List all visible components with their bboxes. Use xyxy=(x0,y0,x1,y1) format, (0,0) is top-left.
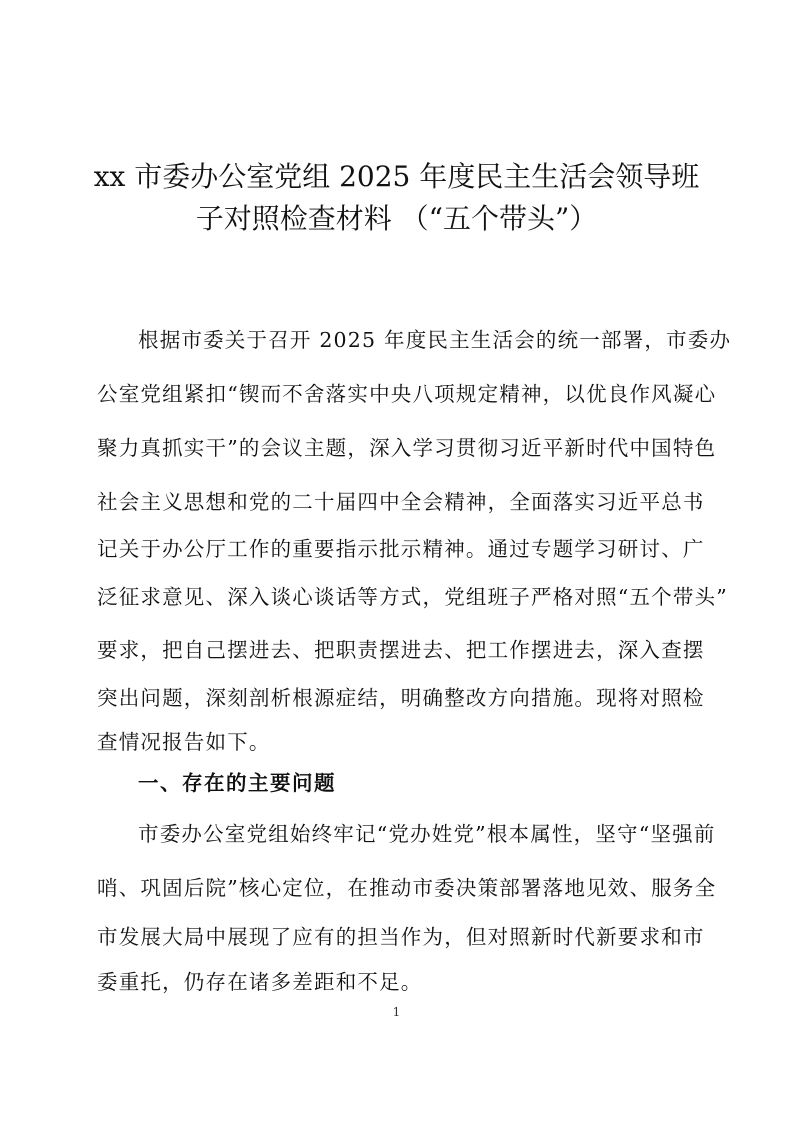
section-paragraph-line: 委重托，仍存在诸多差距和不足。 xyxy=(97,970,423,994)
section-paragraph-line: 市发展大局中展现了应有的担当作为，但对照新时代新要求和市 xyxy=(97,925,705,949)
intro-paragraph-line: 泛征求意见、深入谈心谈话等方式，党组班子严格对照“五个带头” xyxy=(97,585,728,609)
intro-paragraph-line: 记关于办公厅工作的重要指示批示精神。通过专题学习研讨、广 xyxy=(97,537,705,561)
intro-paragraph-line: 根据市委关于召开 2025 年度民主生活会的统一部署，市委办 xyxy=(138,328,732,352)
intro-paragraph-line: 社会主义思想和党的二十届四中全会精神，全面落实习近平总书 xyxy=(97,490,705,514)
page-number: 1 xyxy=(392,1005,401,1019)
intro-paragraph-line: 突出问题，深刻剖析根源症结，明确整改方向措施。现将对照检 xyxy=(97,686,705,710)
intro-paragraph-line: 公室党组紧扣“锲而不舍落实中央八项规定精神，以优良作风凝心 xyxy=(97,382,717,406)
section-heading: 一、存在的主要问题 xyxy=(138,771,336,795)
section-paragraph-line: 哨、巩固后院”核心定位，在推动市委决策部署落地见效、服务全 xyxy=(97,876,717,900)
section-paragraph-line: 市委办公室党组始终牢记“党办姓党”根本属性，坚守“坚强前 xyxy=(138,822,716,846)
intro-paragraph-line: 要求，把自己摆进去、把职责摆进去、把工作摆进去，深入查摆 xyxy=(97,638,705,662)
intro-paragraph-line: 聚力真抓实干”的会议主题，深入学习贯彻习近平新时代中国特色 xyxy=(97,436,717,460)
document-title-line-2: 子对照检查材料 （“五个带头”） xyxy=(195,202,598,235)
intro-paragraph-line: 查情况报告如下。 xyxy=(97,730,271,754)
document-title-line-1: xx 市委办公室党组 2025 年度民主生活会领导班 xyxy=(93,160,700,193)
